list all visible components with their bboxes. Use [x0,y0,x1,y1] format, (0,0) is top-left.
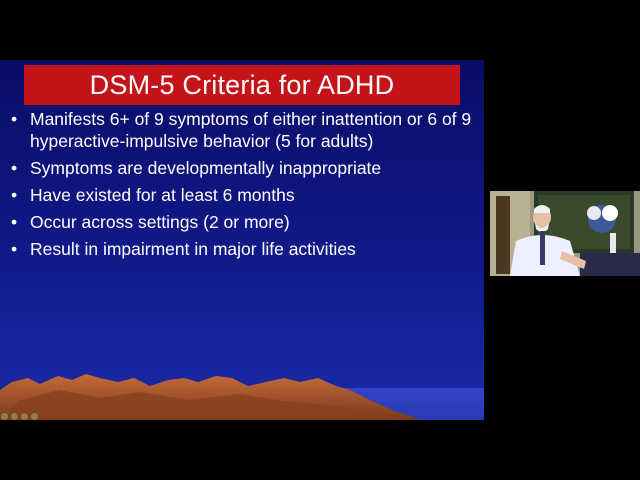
pen-tool-icon[interactable] [10,412,19,421]
presenter-webcam-video [490,191,640,276]
bullet-list [8,108,478,265]
bullet-item: • Have existed for at least 6 months [11,185,295,205]
slide-title-bar [24,65,460,105]
presenter-webcam-icon [490,191,640,276]
bullet-item: • Manifests 6+ of 9 symptoms of either inattention or 6 of 9 hyperactive-impulsive behavior (5 for adults) [11,109,472,151]
prev-slide-icon[interactable] [0,412,9,421]
bullet-item: • Occur across settings (2 or more) [11,212,290,232]
slide-title: DSM-5 Criteria for ADHD [89,69,395,100]
slide-navigation-controls [0,411,39,420]
bullet-item: • Symptoms are developmentally inappropriate [11,158,382,178]
presentation-slide [0,60,484,420]
bullet-item: • Result in impairment in major life activities [11,239,356,259]
next-slide-icon[interactable] [30,412,39,421]
menu-icon[interactable] [20,412,29,421]
